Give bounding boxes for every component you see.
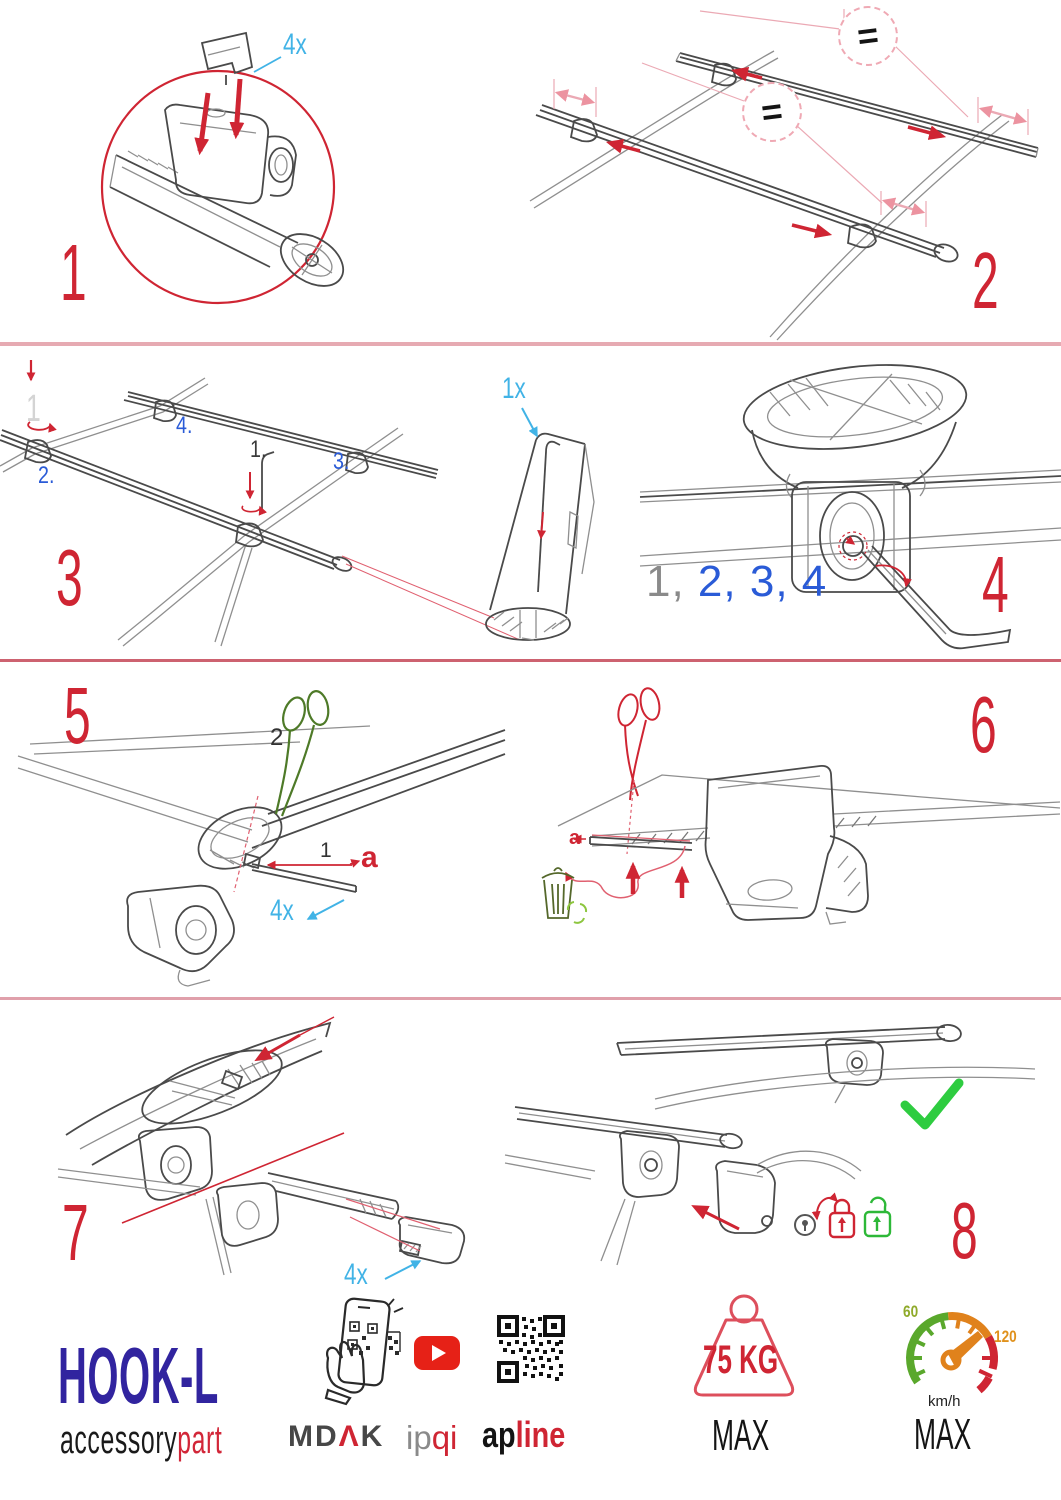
brand-logo	[60, 1420, 222, 1460]
step1-qty-label: 4x	[283, 28, 307, 61]
logo-apline: apline	[482, 1414, 566, 1455]
bracket-part-drawing	[202, 33, 252, 85]
weight-max-label: MAX	[712, 1411, 770, 1460]
step1-number: 1	[60, 228, 87, 317]
qty-leader-arrow	[308, 900, 344, 919]
brand-black-part: accessory	[60, 1418, 178, 1462]
step5-number: 5	[64, 671, 91, 760]
step3-label-1: 1.	[250, 436, 267, 463]
step7-qty-label: 4x	[344, 1258, 368, 1291]
equal-spacing-badge: =	[835, 3, 902, 70]
guide-line	[122, 1133, 344, 1223]
step3-number: 3	[56, 533, 83, 622]
checkmark-icon	[905, 1083, 959, 1125]
section-divider	[0, 659, 1061, 662]
bar-top-view-drawing	[58, 1017, 334, 1200]
step3-label-2: 2.	[38, 462, 55, 489]
padlock-unlocked-icon	[865, 1198, 890, 1236]
insert-arrows	[200, 79, 240, 151]
step8-number: 8	[951, 1186, 978, 1275]
step3-ghost-number: 1	[26, 388, 41, 430]
discard-cord-line	[566, 846, 685, 898]
slide-arrow	[695, 1207, 739, 1229]
step5-qty-label: 4x	[270, 894, 294, 927]
step4-sequence-label	[646, 557, 828, 606]
sequence-blue: 2, 3, 4	[684, 557, 828, 606]
qr-code	[496, 1314, 566, 1384]
key-cylinder-icon	[795, 1215, 815, 1235]
magnifier-circle	[102, 71, 334, 303]
youtube-icon	[413, 1335, 461, 1371]
padlock-locked-icon	[830, 1200, 854, 1237]
section-divider	[0, 997, 1061, 1000]
crossbar-drawing	[110, 151, 352, 297]
section-divider	[0, 342, 1061, 346]
recycle-icon	[568, 902, 586, 923]
qty-leader-arrow	[522, 408, 537, 436]
rubber-strip-drawing	[234, 796, 359, 892]
crossbar-end-drawing	[189, 730, 505, 881]
scissors-icon	[276, 690, 331, 816]
qty-leader-arrow	[385, 1261, 420, 1279]
step5-a-label: a	[361, 841, 378, 874]
product-name: HOOK-L	[58, 1331, 219, 1420]
step5-scissors-label: 2	[270, 724, 284, 751]
clamp-drawing	[127, 886, 234, 986]
step3-label-4: 4.	[176, 412, 193, 439]
roof-and-bar-lines	[558, 775, 1060, 849]
step3-illustration	[0, 352, 640, 661]
step2-number: 2	[972, 236, 999, 325]
front-bar-drawing	[0, 430, 354, 574]
brand-red-part: part	[177, 1418, 223, 1462]
qty-leader-line	[254, 57, 281, 72]
speed-high-label: 120	[994, 1327, 1017, 1346]
scissors-icon	[615, 686, 662, 800]
step3-label-3: 3.	[333, 448, 350, 475]
weight-value-label: 75 KG	[703, 1338, 779, 1382]
trash-bin-icon	[542, 868, 574, 918]
speed-max-label: MAX	[914, 1410, 972, 1459]
logo-mdak: MDΛK	[288, 1420, 385, 1453]
step5-strip-label: 1	[320, 839, 332, 862]
speed-unit-label: km/h	[928, 1393, 961, 1410]
endcap-exploded-drawing	[206, 1173, 464, 1275]
logo-ipqi: ipqi	[406, 1419, 458, 1456]
phone-scan-icon	[312, 1294, 408, 1404]
locked-rack-drawing	[617, 1023, 1035, 1109]
speed-low-label: 60	[903, 1302, 919, 1321]
speedometer-needle	[948, 1331, 983, 1365]
sequence-gray: 1,	[646, 557, 685, 606]
unlocking-rack-drawing	[505, 1107, 861, 1265]
push-up-arrows	[633, 866, 682, 898]
clamp-side-drawing	[706, 766, 869, 924]
equal-spacing-badge: =	[739, 79, 806, 146]
step6-a-label: a	[569, 827, 581, 849]
step3-qty-label: 1x	[502, 372, 526, 405]
step7-number: 7	[62, 1188, 89, 1277]
step6-number: 6	[970, 680, 997, 769]
rear-bar-drawing	[124, 392, 438, 478]
bar-end-tube-drawing	[486, 434, 594, 640]
step4-number: 4	[982, 540, 1009, 629]
